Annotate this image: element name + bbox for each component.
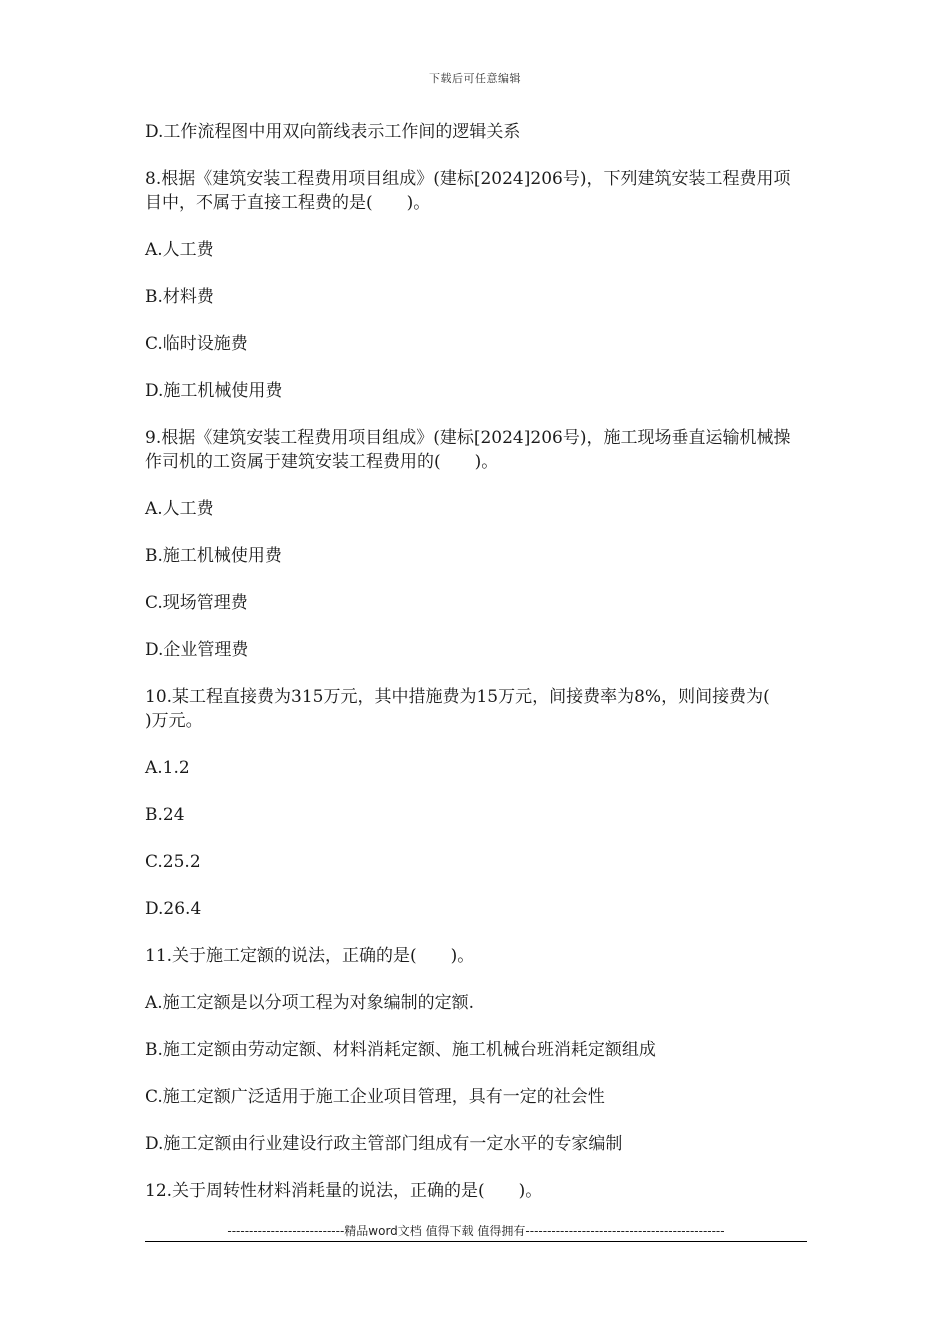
question-9: 9.根据《建筑安装工程费用项目组成》(建标[2024]206号)，施工现场垂直运输机械操作司机的工资属于建筑安装工程费用的( )。 [145,428,791,472]
page-header: 下载后可任意编辑 [429,72,521,85]
option-d-q11: D.施工定额由行业建设行政主管部门组成有一定水平的专家编制 [145,1134,623,1154]
option-c-q8: C.临时设施费 [145,334,248,354]
option-b-q11: B.施工定额由劳动定额、材料消耗定额、施工机械台班消耗定额组成 [145,1040,656,1060]
option-a-q9: A.人工费 [145,499,214,519]
option-d-q8: D.施工机械使用费 [145,381,283,401]
option-a-q10: A.1.2 [145,758,190,778]
option-c-q9: C.现场管理费 [145,593,248,613]
footer-divider [145,1241,807,1242]
document-body [145,120,807,1226]
option-b-q9: B.施工机械使用费 [145,546,282,566]
question-10: 10.某工程直接费为315万元，其中措施费为15万元，间接费率为8%，则间接费为( )万元。 [145,687,804,731]
option-c-q10: C.25.2 [145,852,201,872]
option-b-q10: B.24 [145,805,185,825]
option-d-q10: D.26.4 [145,899,202,919]
page-footer [145,1223,807,1242]
footer-text: ---------------------------精品word文档 值得下载 值得拥有---------------------------------------------- [227,1224,725,1238]
question-11: 11.关于施工定额的说法，正确的是( )。 [145,946,475,966]
option-a-q11: A.施工定额是以分项工程为对象编制的定额. [145,993,475,1013]
option-a-q8: A.人工费 [145,240,214,260]
option-d-q7: D.工作流程图中用双向箭线表示工作间的逻辑关系 [145,122,521,142]
option-c-q11: C.施工定额广泛适用于施工企业项目管理，具有一定的社会性 [145,1087,605,1107]
option-d-q9: D.企业管理费 [145,640,249,660]
option-b-q8: B.材料费 [145,287,214,307]
question-8: 8.根据《建筑安装工程费用项目组成》(建标[2024]206号)，下列建筑安装工程费用项目中，不属于直接工程费的是( )。 [145,169,791,213]
question-12: 12.关于周转性材料消耗量的说法，正确的是( )。 [145,1181,543,1201]
